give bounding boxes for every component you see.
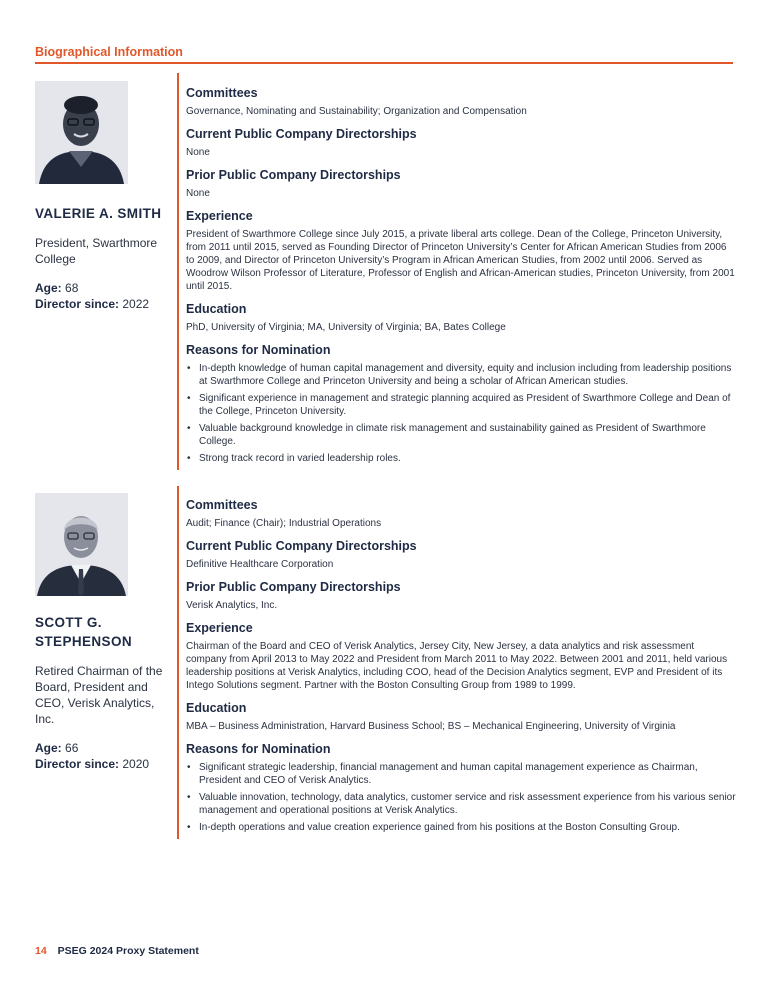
age-label: Age: — [35, 741, 62, 755]
reasons-list — [186, 761, 736, 834]
director-details — [186, 85, 736, 469]
page-footer — [35, 945, 199, 957]
education-heading: Education — [186, 701, 247, 715]
reasons-heading: Reasons for Nomination — [186, 343, 331, 357]
education-text: MBA – Business Administration, Harvard Business School; BS – Mechanical Engineering, University of Virginia — [186, 721, 676, 732]
since-value: 2020 — [122, 757, 150, 771]
title-rule — [35, 62, 733, 64]
reasons-list — [186, 362, 736, 465]
list-item: • Significant experience in management and strategic planning acquired as President of Swarthmore College and Dean of the College, Princeton University. — [186, 392, 736, 418]
director-name: SCOTT G. STEPHENSON — [35, 615, 133, 649]
age-value: 68 — [65, 281, 79, 295]
prior-directorships-heading: Prior Public Company Directorships — [186, 168, 401, 182]
list-item: • Valuable background knowledge in climate risk management and sustainability gained as President of Swarthmore College. — [186, 422, 736, 448]
reasons-heading: Reasons for Nomination — [186, 742, 331, 756]
director-title: President, Swarthmore College — [35, 236, 158, 266]
director-since — [35, 296, 175, 312]
portrait-image — [35, 493, 128, 596]
director-photo — [35, 493, 128, 596]
current-directorships-heading: Current Public Company Directorships — [186, 127, 417, 141]
age-value: 66 — [65, 741, 79, 755]
prior-directorships-text: None — [186, 188, 210, 199]
director-details — [186, 497, 736, 838]
education-text: PhD, University of Virginia; MA, University of Virginia; BA, Bates College — [186, 322, 506, 333]
current-directorships-text: Definitive Healthcare Corporation — [186, 559, 334, 570]
list-item: • In-depth knowledge of human capital management and diversity, equity and inclusion including from leadership positions at Swarthmore College and Princeton University and being a scholar of African American studies. — [186, 362, 736, 388]
director-identity — [35, 204, 175, 312]
committees-heading: Committees — [186, 498, 258, 512]
current-directorships-heading: Current Public Company Directorships — [186, 539, 417, 553]
director-identity — [35, 613, 175, 772]
current-directorships-text: None — [186, 147, 210, 158]
committees-heading: Committees — [186, 86, 258, 100]
section-title: Biographical Information — [35, 45, 183, 59]
document-title: PSEG 2024 Proxy Statement — [57, 945, 199, 957]
list-item: • Valuable innovation, technology, data analytics, customer service and risk assessment experience from his various senior management and operational positions at Verisk Analytics. — [186, 791, 736, 817]
list-item: • In-depth operations and value creation experience gained from his positions at the Boston Consulting Group. — [186, 821, 736, 834]
experience-heading: Experience — [186, 209, 253, 223]
experience-text: President of Swarthmore College since July 2015, a private liberal arts college. Dean of the College, Princeton University, from 2011 until 2015, served as Founding Director of Princeton University’s Center for African American Studies from 2006 to 2009, and Director of Princeton University’s Program in African American Studies, from 2002 until 2006. Served as Woodrow Wilson Professor of Literature, Professor of English and African-American studies, Princeton University, from 2001 until 2015. — [186, 229, 735, 292]
director-since — [35, 756, 175, 772]
committees-text: Audit; Finance (Chair); Industrial Operations — [186, 518, 382, 529]
director-title: Retired Chairman of the Board, President and CEO, Verisk Analytics, Inc. — [35, 664, 163, 726]
page-number: 14 — [35, 945, 47, 957]
experience-heading: Experience — [186, 621, 253, 635]
director-photo — [35, 81, 128, 184]
list-item: • Significant strategic leadership, financial management and human capital management experience as Chairman, President and CEO of Verisk Analytics. — [186, 761, 736, 787]
education-heading: Education — [186, 302, 247, 316]
prior-directorships-text: Verisk Analytics, Inc. — [186, 600, 278, 611]
experience-text: Chairman of the Board and CEO of Verisk Analytics, Jersey City, New Jersey, a data analytics and risk assessment company from April 2013 to May 2022 and President from March 2011 to May 2022. Between 2001 and 2011, held various leadership positions at Verisk Analytics, including COO, head of the Decision Analytics segment, EVP and President of its Intego Solutions segment. Partner with the Boston Consulting Group from 1989 to 1999. — [186, 641, 728, 691]
since-value: 2022 — [122, 297, 150, 311]
committees-text: Governance, Nominating and Sustainability; Organization and Compensation — [186, 106, 527, 117]
director-age — [35, 280, 175, 296]
director-age — [35, 740, 175, 756]
vertical-rule — [177, 486, 179, 839]
vertical-rule — [177, 73, 179, 470]
director-name: VALERIE A. SMITH — [35, 206, 162, 221]
age-label: Age: — [35, 281, 62, 295]
list-item: • Strong track record in varied leadership roles. — [186, 452, 736, 465]
since-label: Director since: — [35, 757, 120, 771]
since-label: Director since: — [35, 297, 120, 311]
prior-directorships-heading: Prior Public Company Directorships — [186, 580, 401, 594]
portrait-image — [35, 81, 128, 184]
